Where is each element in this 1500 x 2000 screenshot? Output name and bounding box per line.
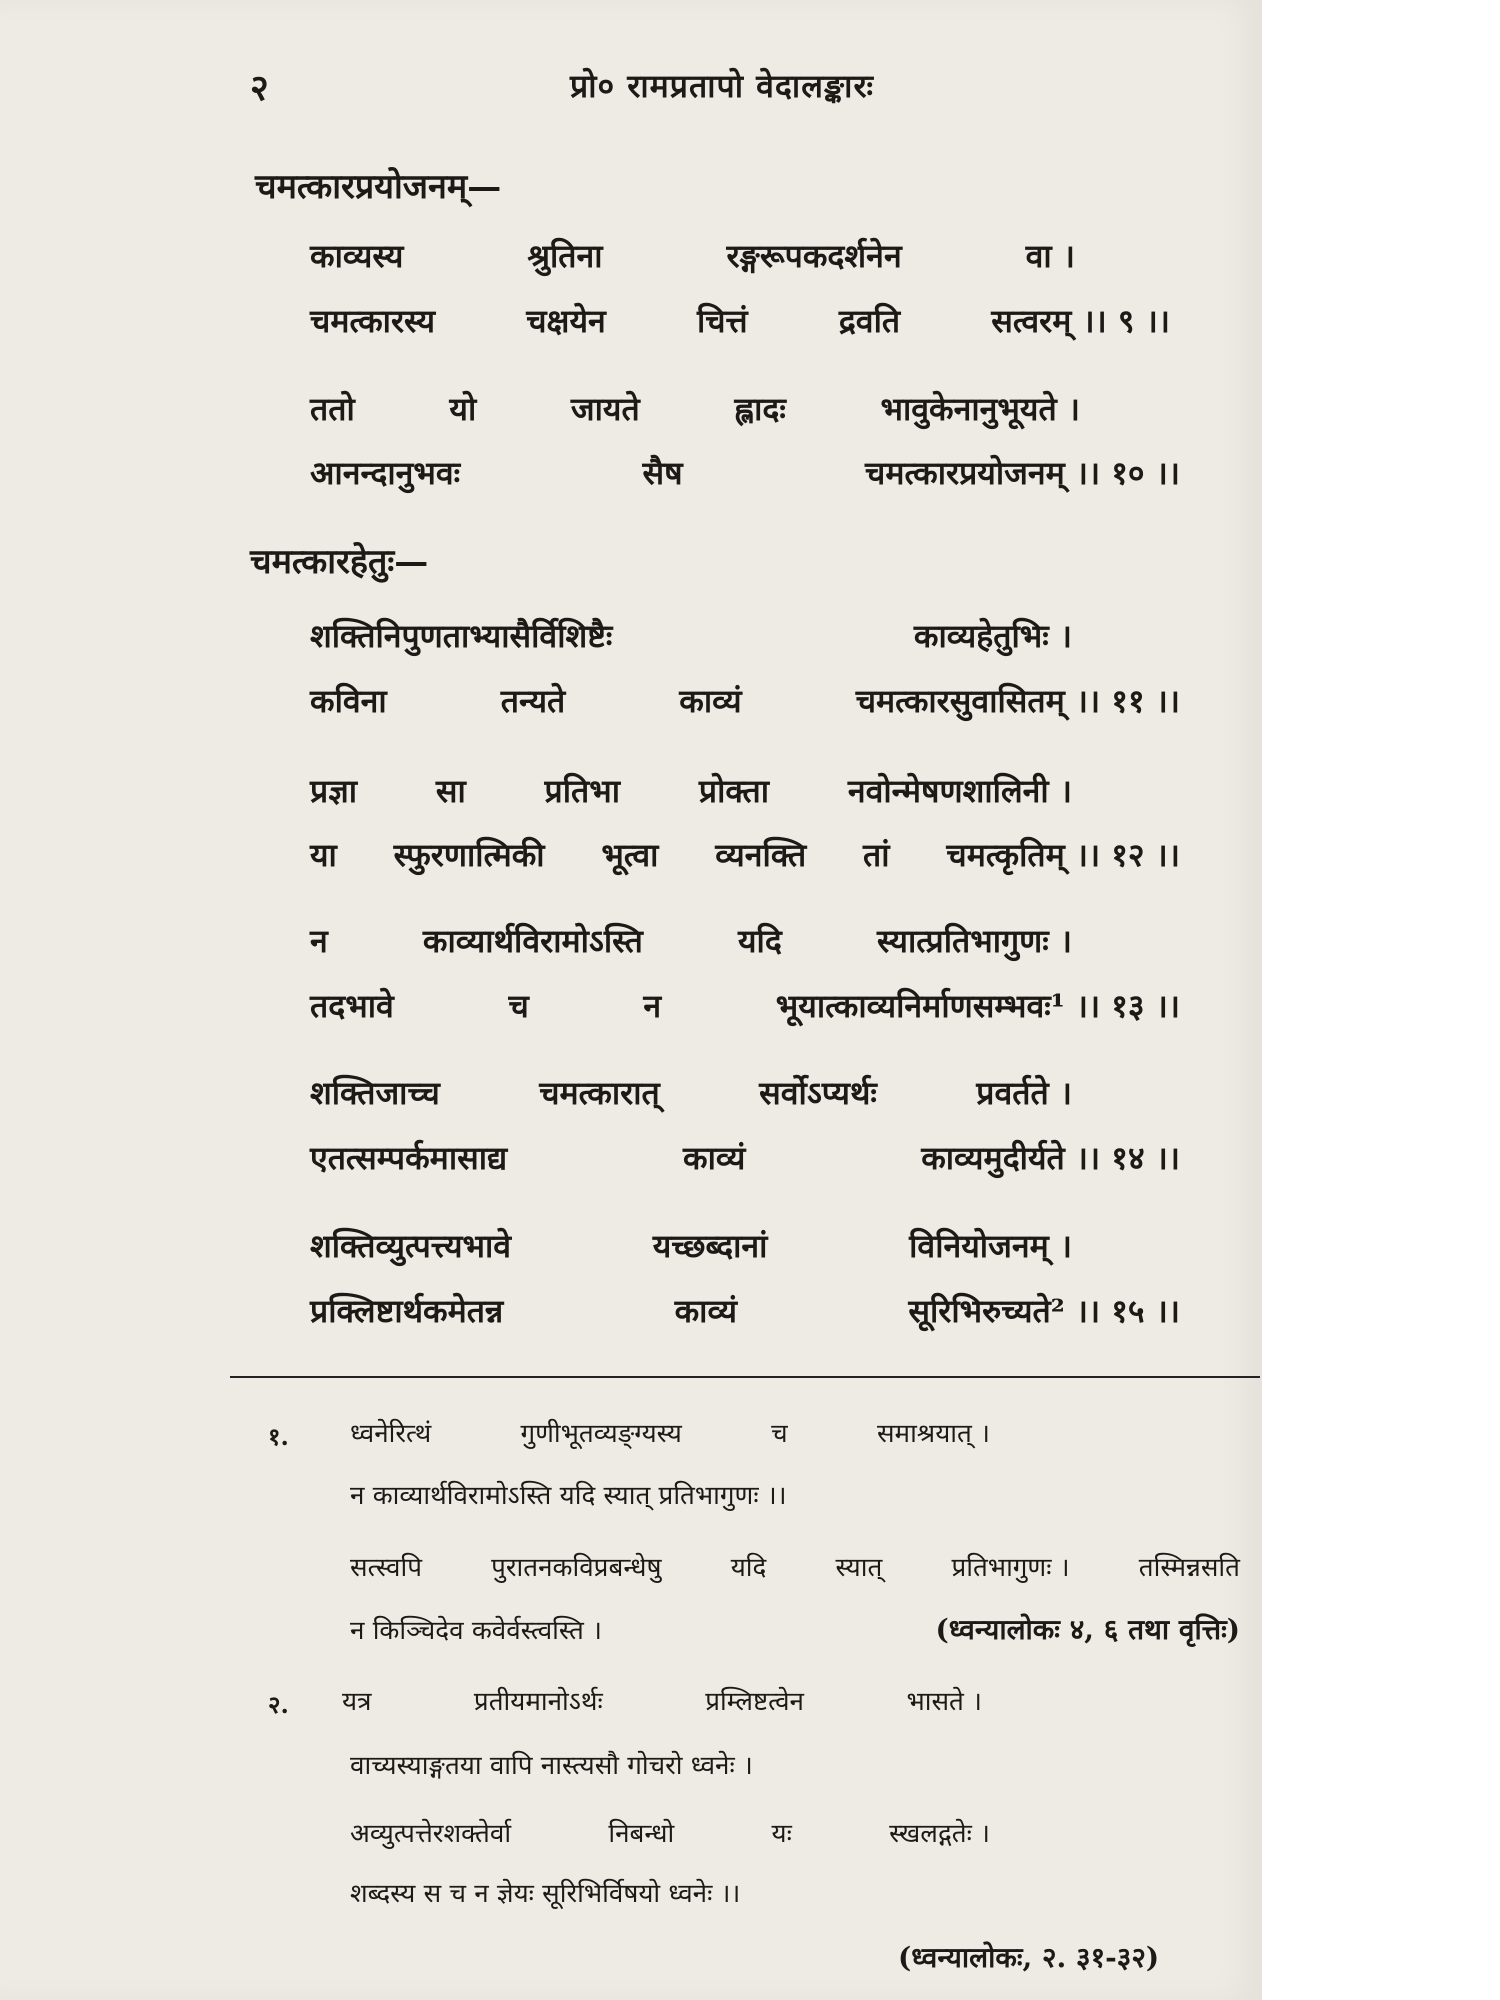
verse-word: काव्यहेतुभिः । [913,616,1072,655]
verse-line [310,450,1180,494]
verse-line [310,918,1072,962]
verse-word: तां [863,835,890,874]
verse-word: व्यनक्ति [715,835,807,874]
verse-word: यदि [737,921,782,960]
verse-word: प्रज्ञा [310,771,358,810]
verse-word: स्यात्प्रतिभागुणः । [876,921,1072,960]
verse-word: श्रुतिना [527,236,603,275]
footnote-word: पुरातनकविप्रबन्धेषु [491,1553,662,1583]
footnote-word: निबन्धो [608,1819,675,1849]
running-title: प्रो० रामप्रतापो वेदालङ्कारः [570,67,874,105]
footnote-line [342,1682,982,1718]
verse-word: चमत्कारस्य [310,301,436,340]
verse-word: काव्यं [679,681,742,720]
footnote-marker: १. [268,1422,289,1451]
section-title-hetu: चमत्कारहेतुः— [250,542,429,582]
footnote-word: स्खलद्गतेः । [889,1819,990,1849]
verse-line [310,1070,1072,1114]
verse-word: च [508,986,529,1025]
footnote-word: अव्युत्पत्तेरशक्तेर्वा [350,1819,512,1849]
verse-word: यच्छब्दानां [652,1226,768,1265]
footnote-word: यदि [730,1553,767,1583]
verse-line [310,832,1180,876]
footnote-word: प्रतिभागुणः । [951,1553,1070,1583]
verse-word: चक्षयेन [526,301,606,340]
verse-word: काव्यं [683,1138,746,1177]
verse-word: प्रवर्तते । [976,1073,1072,1112]
footnote-word: समाश्रयात् । [876,1419,990,1449]
page-header [190,62,1150,122]
verse-word: तन्यते [500,681,566,720]
verse-word: स्फुरणात्मिकी [393,835,545,874]
verse-line [310,233,1075,277]
verse-line [310,768,1072,812]
footnote-word: शब्दस्य स च न ज्ञेयः सूरिभिर्विषयो ध्वनेः ।। [350,1879,741,1909]
footnote-word: भासते । [906,1687,982,1717]
footnote-word: न काव्यार्थविरामोऽस्ति यदि स्यात् प्रतिभागुणः ।। [350,1481,787,1511]
verse-word: काव्यस्य [310,236,404,275]
footnote-line [350,1414,990,1450]
footnote-line [350,1610,1240,1648]
footnote-line [350,1476,787,1512]
verse-word: प्रतिभा [544,771,621,810]
footnote-word: सत्स्वपि [350,1553,422,1583]
footnote-line [350,1874,740,1910]
verse-word: तदभावे [310,986,394,1025]
verse-word: भूत्वा [601,835,659,874]
verse-word: काव्यमुदीर्यते ।। १४ ।। [921,1138,1180,1177]
verse-word: शक्तिजाच्च [310,1073,440,1112]
verse-word: कविना [310,681,387,720]
verse-word: चमत्कारप्रयोजनम् ।। १० ।। [865,453,1180,492]
footnote-divider [230,1376,1260,1378]
footnote-word: च [771,1419,788,1449]
verse-word: चमत्कृतिम् ।। १२ ।। [946,835,1180,874]
verse-word: प्रोक्ता [698,771,770,810]
footnote-word: यत्र [342,1687,372,1717]
footnote-word: स्यात् [835,1553,883,1583]
footnote-line [350,1548,1240,1584]
footnote-word: वाच्यस्याङ्गतया वापि नास्त्यसौ गोचरो ध्वनेः । [350,1751,753,1781]
footnote-word: गुणीभूतव्यङ्ग्यस्य [520,1419,682,1449]
verse-word: सैष [642,453,683,492]
verse-word: ह्लादः [734,389,786,428]
footnote-word: ध्वनेरित्थं [350,1419,432,1449]
verse-word: चमत्कारसुवासितम् ।। ११ ।। [855,681,1180,720]
verse-word: आनन्दानुभवः [310,453,461,492]
verse-word: सा [435,771,466,810]
verse-word: ततो [310,389,355,428]
verse-line [310,1223,1072,1267]
verse-line [310,298,1170,342]
verse-word: काव्यं [674,1291,737,1330]
footnote-word: प्रम्लिष्टत्वेन [705,1687,804,1717]
footnote-word: यः [771,1819,792,1849]
verse-word: सूरिभिरुच्यते² ।। १५ ।। [908,1291,1180,1330]
footnote-word: प्रतीयमानोऽर्थः [473,1687,603,1717]
verse-line [310,1135,1180,1179]
verse-word: विनियोजनम् । [909,1226,1072,1265]
verse-word: एतत्सम्पर्कमासाद्य [310,1138,508,1177]
verse-word: भूयात्काव्यनिर्माणसम्भवः¹ ।। १३ ।। [775,986,1180,1025]
verse-word: चित्तं [696,301,748,340]
verse-word: शक्तिनिपुणताभ्यासैर्विशिष्टैः [310,616,613,655]
footnote-reference: (ध्वन्यालोकः, २. ३१-३२) [898,1941,1160,1974]
verse-word: सत्वरम् ।। ९ ।। [991,301,1170,340]
verse-word: जायते [570,389,640,428]
verse-word: नवोन्मेषणशालिनी । [847,771,1072,810]
footnote-word: न किञ्चिदेव कवेर्वस्त्वस्ति । [350,1616,602,1646]
verse-line [310,386,1080,430]
verse-word: सर्वोऽप्यर्थः [759,1073,877,1112]
verse-word: काव्यार्थविरामोऽस्ति [422,921,643,960]
footnote-line [350,1814,990,1850]
verse-word: या [310,835,337,874]
verse-line [310,983,1180,1027]
verse-word: रङ्गरूपकदर्शनेन [726,236,902,275]
footnote-marker: २. [268,1690,289,1719]
footnote-word: तस्मिन्नसति [1138,1553,1240,1583]
footnote-word: (ध्वन्यालोकः ४, ६ तथा वृत्तिः) [935,1613,1240,1646]
verse-word: वा । [1025,236,1075,275]
verse-word: प्रक्लिष्टार्थकमेतन्न [310,1291,504,1330]
verse-word: भावुकेनानुभूयते । [880,389,1080,428]
page-number: २ [250,67,269,109]
verse-line [310,1288,1180,1332]
verse-line [310,613,1072,657]
verse-word: यो [449,389,477,428]
verse-word: न [310,921,328,960]
verse-line [310,678,1180,722]
verse-word: द्रवति [838,301,901,340]
verse-word: चमत्कारात् [539,1073,660,1112]
verse-word: न [643,986,662,1025]
section-title-prayojanam: चमत्कारप्रयोजनम्— [255,167,502,207]
footnote-line [350,1746,753,1782]
verse-word: शक्तिव्युत्पत्त्यभावे [310,1226,512,1265]
